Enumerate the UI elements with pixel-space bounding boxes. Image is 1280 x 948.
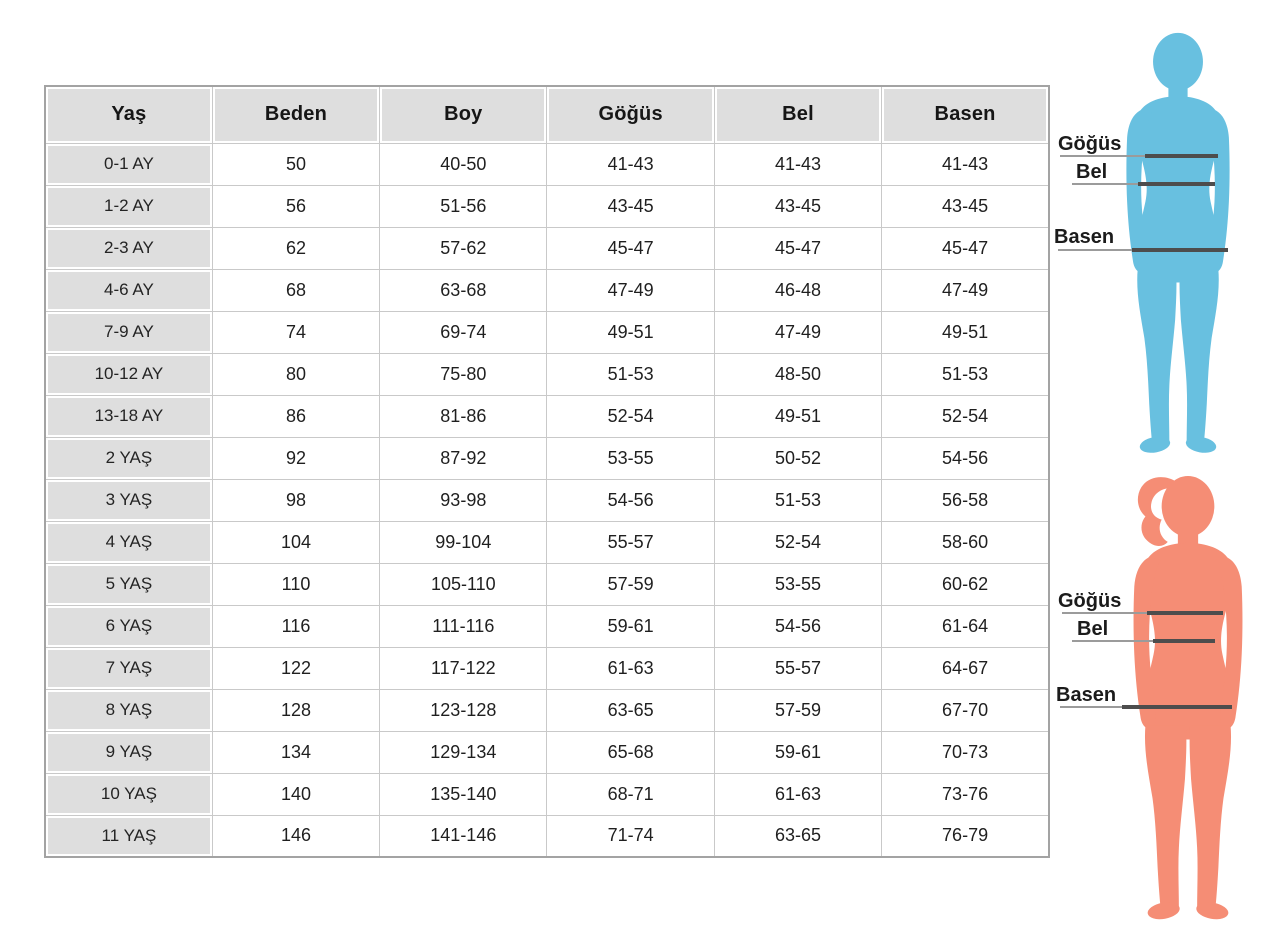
child-silhouette: [1106, 24, 1250, 470]
hip-cell: 52-54: [882, 395, 1049, 437]
age-cell: 0-1 AY: [45, 143, 212, 185]
size-cell: 140: [212, 773, 379, 815]
header-row: [45, 86, 1049, 143]
age-cell: 2-3 AY: [45, 227, 212, 269]
hip-cell: 67-70: [882, 689, 1049, 731]
size-cell: 68: [212, 269, 379, 311]
waist-cell: 51-53: [714, 479, 881, 521]
table-row: [45, 437, 1049, 479]
child-waist-measure-line: [1072, 182, 1215, 186]
age-cell: 8 YAŞ: [45, 689, 212, 731]
hip-cell: 56-58: [882, 479, 1049, 521]
age-cell: 7 YAŞ: [45, 647, 212, 689]
girl-hip-measure-line: [1060, 705, 1232, 709]
height-cell: 135-140: [380, 773, 547, 815]
girl-waist-label: Bel: [1077, 618, 1109, 640]
column-header: Yaş: [45, 86, 212, 143]
height-cell: 75-80: [380, 353, 547, 395]
table-row: [45, 269, 1049, 311]
girl-silhouette: [1112, 474, 1264, 930]
waist-cell: 46-48: [714, 269, 881, 311]
height-cell: 81-86: [380, 395, 547, 437]
size-cell: 98: [212, 479, 379, 521]
age-cell: 5 YAŞ: [45, 563, 212, 605]
chest-cell: 68-71: [547, 773, 714, 815]
column-header: Basen: [882, 86, 1049, 143]
age-cell: 4 YAŞ: [45, 521, 212, 563]
table-row: [45, 731, 1049, 773]
leader-line: [1058, 249, 1132, 251]
hip-cell: 61-64: [882, 605, 1049, 647]
hip-cell: 47-49: [882, 269, 1049, 311]
waist-cell: 61-63: [714, 773, 881, 815]
age-cell: 10-12 AY: [45, 353, 212, 395]
hip-cell: 43-45: [882, 185, 1049, 227]
size-cell: 116: [212, 605, 379, 647]
size-cell: 104: [212, 521, 379, 563]
table-row: [45, 311, 1049, 353]
age-cell: 9 YAŞ: [45, 731, 212, 773]
size-cell: 56: [212, 185, 379, 227]
table-header: [45, 86, 1049, 143]
chest-cell: 55-57: [547, 521, 714, 563]
table-row: [45, 689, 1049, 731]
height-cell: 87-92: [380, 437, 547, 479]
height-cell: 117-122: [380, 647, 547, 689]
leader-line: [1062, 612, 1147, 614]
chest-cell: 65-68: [547, 731, 714, 773]
height-cell: 69-74: [380, 311, 547, 353]
column-header: Bel: [714, 86, 881, 143]
chest-cell: 47-49: [547, 269, 714, 311]
child-hip-measure-line: [1058, 248, 1228, 252]
size-cell: 50: [212, 143, 379, 185]
table-row: [45, 479, 1049, 521]
age-cell: 4-6 AY: [45, 269, 212, 311]
height-cell: 123-128: [380, 689, 547, 731]
size-cell: 86: [212, 395, 379, 437]
height-cell: 111-116: [380, 605, 547, 647]
table-row: [45, 521, 1049, 563]
chest-cell: 61-63: [547, 647, 714, 689]
waist-cell: 43-45: [714, 185, 881, 227]
size-cell: 122: [212, 647, 379, 689]
waist-cell: 63-65: [714, 815, 881, 857]
measure-line: [1145, 154, 1218, 158]
waist-cell: 59-61: [714, 731, 881, 773]
size-cell: 92: [212, 437, 379, 479]
hip-cell: 58-60: [882, 521, 1049, 563]
table-row: [45, 815, 1049, 857]
chest-cell: 63-65: [547, 689, 714, 731]
measure-line: [1132, 248, 1228, 252]
measure-line: [1138, 182, 1215, 186]
height-cell: 129-134: [380, 731, 547, 773]
age-cell: 6 YAŞ: [45, 605, 212, 647]
child-hip-label: Basen: [1054, 226, 1115, 248]
hip-cell: 51-53: [882, 353, 1049, 395]
chest-cell: 57-59: [547, 563, 714, 605]
table-row: [45, 185, 1049, 227]
height-cell: 63-68: [380, 269, 547, 311]
waist-cell: 49-51: [714, 395, 881, 437]
height-cell: 57-62: [380, 227, 547, 269]
table-row: [45, 563, 1049, 605]
chest-cell: 59-61: [547, 605, 714, 647]
table-row: [45, 227, 1049, 269]
size-cell: 110: [212, 563, 379, 605]
chest-cell: 43-45: [547, 185, 714, 227]
chest-cell: 49-51: [547, 311, 714, 353]
waist-cell: 45-47: [714, 227, 881, 269]
waist-cell: 55-57: [714, 647, 881, 689]
child-body-shape: [1126, 33, 1229, 455]
age-cell: 10 YAŞ: [45, 773, 212, 815]
chest-cell: 45-47: [547, 227, 714, 269]
age-cell: 11 YAŞ: [45, 815, 212, 857]
waist-cell: 41-43: [714, 143, 881, 185]
column-header: Boy: [380, 86, 547, 143]
age-cell: 2 YAŞ: [45, 437, 212, 479]
leader-line: [1072, 640, 1153, 642]
measure-line: [1122, 705, 1232, 709]
table-row: [45, 143, 1049, 185]
chest-cell: 51-53: [547, 353, 714, 395]
hip-cell: 64-67: [882, 647, 1049, 689]
size-cell: 128: [212, 689, 379, 731]
girl-waist-measure-line: [1072, 639, 1215, 643]
chest-cell: 71-74: [547, 815, 714, 857]
waist-cell: 48-50: [714, 353, 881, 395]
waist-cell: 52-54: [714, 521, 881, 563]
girl-hip-label: Basen: [1056, 684, 1117, 706]
chest-cell: 41-43: [547, 143, 714, 185]
child-chest-label: Göğüs: [1058, 133, 1122, 155]
hip-cell: 76-79: [882, 815, 1049, 857]
hip-cell: 45-47: [882, 227, 1049, 269]
waist-cell: 50-52: [714, 437, 881, 479]
chest-cell: 54-56: [547, 479, 714, 521]
size-chart-table: [44, 85, 1050, 858]
leader-line: [1072, 183, 1138, 185]
table-row: [45, 353, 1049, 395]
hip-cell: 70-73: [882, 731, 1049, 773]
size-cell: 74: [212, 311, 379, 353]
waist-cell: 47-49: [714, 311, 881, 353]
hip-cell: 54-56: [882, 437, 1049, 479]
chest-cell: 53-55: [547, 437, 714, 479]
chest-cell: 52-54: [547, 395, 714, 437]
age-cell: 1-2 AY: [45, 185, 212, 227]
height-cell: 51-56: [380, 185, 547, 227]
waist-cell: 54-56: [714, 605, 881, 647]
size-cell: 80: [212, 353, 379, 395]
height-cell: 141-146: [380, 815, 547, 857]
table-row: [45, 773, 1049, 815]
leader-line: [1060, 155, 1145, 157]
waist-cell: 53-55: [714, 563, 881, 605]
column-header: Göğüs: [547, 86, 714, 143]
waist-cell: 57-59: [714, 689, 881, 731]
age-cell: 7-9 AY: [45, 311, 212, 353]
hip-cell: 49-51: [882, 311, 1049, 353]
height-cell: 99-104: [380, 521, 547, 563]
column-header: Beden: [212, 86, 379, 143]
hip-cell: 41-43: [882, 143, 1049, 185]
girl-chest-measure-line: [1062, 611, 1223, 615]
leader-line: [1060, 706, 1122, 708]
child-waist-label: Bel: [1076, 161, 1108, 183]
age-cell: 3 YAŞ: [45, 479, 212, 521]
measure-line: [1147, 611, 1223, 615]
age-cell: 13-18 AY: [45, 395, 212, 437]
measure-line: [1153, 639, 1215, 643]
hip-cell: 60-62: [882, 563, 1049, 605]
table-row: [45, 395, 1049, 437]
girl-chest-label: Göğüs: [1058, 590, 1122, 612]
height-cell: 93-98: [380, 479, 547, 521]
size-cell: 146: [212, 815, 379, 857]
child-chest-measure-line: [1060, 154, 1218, 158]
table-row: [45, 647, 1049, 689]
table-row: [45, 605, 1049, 647]
table-body: [45, 143, 1049, 857]
size-cell: 62: [212, 227, 379, 269]
height-cell: 105-110: [380, 563, 547, 605]
girl-body-shape: [1134, 476, 1243, 922]
hip-cell: 73-76: [882, 773, 1049, 815]
size-cell: 134: [212, 731, 379, 773]
height-cell: 40-50: [380, 143, 547, 185]
